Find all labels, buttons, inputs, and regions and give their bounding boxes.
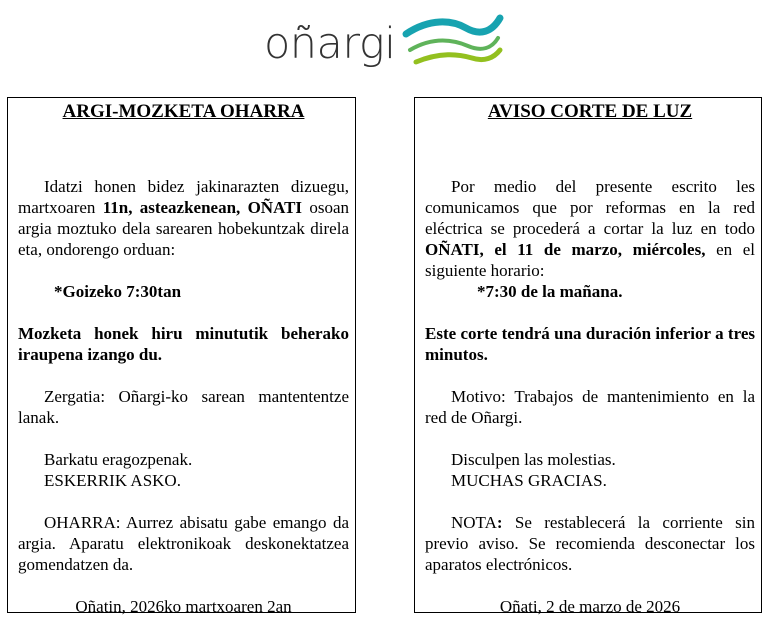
intro-date-place: OÑATI, el 11 de marzo, miércoles, <box>425 240 706 259</box>
notice-spanish <box>414 97 762 616</box>
notice-reason: Zergatia: Oñargi-ko sarean mantententze lanak. <box>18 387 349 427</box>
notice-thanks: ESKERRIK ASKO. <box>44 471 181 490</box>
notice-apology: Barkatu eragozpenak. <box>44 450 193 469</box>
note-text: Se restablecerá la corriente sin previo aviso. Se recomienda desconectar los aparatos electrónicos. <box>425 513 755 574</box>
notice-thanks: MUCHAS GRACIAS. <box>451 471 607 490</box>
notice-reason: Motivo: Trabajos de mantenimiento en la red de Oñargi. <box>425 387 755 427</box>
note-label: NOTA <box>451 513 497 532</box>
notice-note: OHARRA: Aurrez abisatu gabe emango da argia. Aparatu elektronikoak deskonektatzea gomendatzen da. <box>18 513 349 574</box>
intro-text-end: osoan argia moztuko dela sarearen hobekuntzak direla eta, ondorengo orduan: <box>18 198 350 259</box>
notice-date-line: Oñatin, 2026ko martxoaren 2an <box>75 597 292 616</box>
notice-date-line: Oñati, 2 de marzo de 2026 <box>499 597 681 616</box>
intro-text: Idatzi honen bidez jakinarazten dizuegu, martxoaren <box>18 177 349 217</box>
notice-title: ARGI-MOZKETA OHARRA <box>62 101 305 122</box>
notice-intro <box>18 176 349 260</box>
onargi-logo <box>262 8 512 74</box>
notice-time: *7:30 de la mañana. <box>477 282 623 301</box>
notice-intro <box>425 176 755 281</box>
notice-time: *Goizeko 7:30tan <box>54 282 182 301</box>
intro-date-place: 11n, asteazkenean, OÑATI <box>102 198 303 217</box>
logo-wordmark: oñargi <box>264 19 396 69</box>
notice-basque <box>7 97 356 616</box>
notice-title: AVISO CORTE DE LUZ <box>487 101 693 122</box>
note-colon: : <box>496 513 503 532</box>
notice-duration: Este corte tendrá una duración inferior a tres minutos. <box>425 324 755 364</box>
intro-text-end: en el siguiente horario: <box>425 240 755 280</box>
notice-duration: Mozketa honek hiru minututik beherako iraupena izango du. <box>18 324 349 364</box>
notice-apology: Disculpen las molestias. <box>451 450 616 469</box>
notice-note <box>425 512 755 575</box>
intro-text: Por medio del presente escrito les comunicamos que por reformas en la red eléctrica se procederá a cortar la luz en todo <box>425 177 755 238</box>
wave-logo-icon <box>400 10 506 72</box>
